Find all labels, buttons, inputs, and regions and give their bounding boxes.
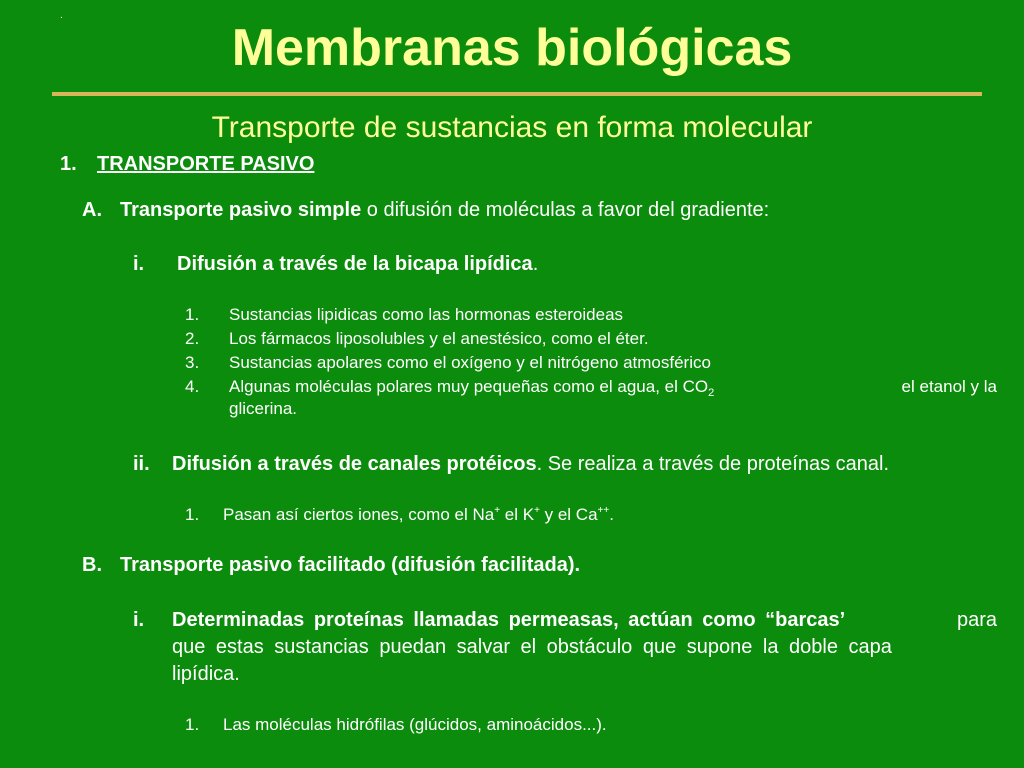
list-item (185, 714, 607, 736)
point-b-i (133, 607, 997, 688)
list-item-marker: 1. (185, 305, 200, 324)
list-item (185, 504, 614, 526)
list-item-text: el K (500, 505, 535, 524)
point-a-ii-marker: ii. (133, 453, 150, 475)
point-a-ii-rest: . Se realiza a través de proteínas canal. (536, 453, 890, 475)
slide-title: Membranas biológicas (231, 19, 793, 77)
point-a-i-bold: Difusión a través de la bicapa lipídica (177, 253, 533, 275)
point-a-bold: Transporte pasivo simple (120, 199, 362, 221)
list-item-text-c: glicerina. (229, 399, 298, 418)
list-item-marker: 1. (185, 505, 200, 524)
point-b-bold: Transporte pasivo facilitado (difusión facilitada). (120, 554, 581, 576)
point-b-i-rest: para (956, 609, 997, 631)
list-item-text: Pasan así ciertos iones, como el Na (223, 505, 495, 524)
list-item-marker: 3. (185, 353, 200, 372)
list-item-text (229, 376, 997, 398)
superscript: + (534, 505, 540, 516)
point-b-marker: B. (82, 554, 102, 576)
superscript: ++ (597, 505, 610, 516)
point-a-marker: A. (82, 199, 102, 221)
list-item-text-b: el etanol y la (901, 377, 997, 396)
point-a-rest: o difusión de moléculas a favor del gradiente: (361, 199, 770, 221)
section-heading (60, 152, 314, 176)
list-item-text: Sustancias apolares como el oxígeno y el nitrógeno atmosférico (229, 353, 711, 372)
list-item-text: Los fármacos liposolubles y el anestésico, como el éter. (229, 329, 649, 348)
point-b-i-line1 (172, 607, 997, 634)
point-a-ii (133, 452, 889, 476)
point-b-i-line2: que estas sustancias puedan salvar el obstáculo que supone la doble capa (172, 636, 892, 658)
list-item (185, 352, 711, 374)
section-label: TRANSPORTE PASIVO (97, 153, 315, 175)
list-item-text: y el Ca (539, 505, 598, 524)
list-item-marker: 4. (185, 377, 200, 396)
list-item-text: Las moléculas hidrófilas (glúcidos, aminoácidos...). (223, 715, 607, 734)
point-b-i-marker: i. (133, 609, 145, 631)
list-item (185, 328, 649, 350)
superscript: + (494, 505, 501, 516)
list-item (185, 376, 997, 420)
section-marker: 1. (60, 153, 77, 175)
point-b (82, 553, 580, 577)
subscript: 2 (708, 387, 715, 399)
list-item-text: Sustancias lipidicas como las hormonas esteroideas (229, 305, 624, 324)
point-a-ii-bold: Difusión a través de canales protéicos (172, 453, 537, 475)
list-item (185, 304, 623, 326)
title-divider (52, 92, 982, 96)
point-a-i-marker: i. (133, 253, 145, 275)
slide-subtitle: Transporte de sustancias en forma molecular (211, 111, 813, 144)
list-item-marker: 2. (185, 329, 200, 348)
point-b-i-line3: lipídica. (172, 663, 240, 685)
list-item-text-a: Algunas moléculas polares muy pequeñas como el agua, el CO (229, 377, 709, 396)
point-a-i (133, 252, 538, 276)
point-a (82, 198, 769, 222)
list-item-text: . (609, 505, 614, 524)
list-item-marker: 1. (185, 715, 200, 734)
point-b-i-bold: Determinadas proteínas llamadas permeasas, actúan como “barcas’ (172, 609, 846, 631)
point-a-i-rest: . (532, 253, 539, 275)
corner-dot: . (60, 10, 63, 21)
